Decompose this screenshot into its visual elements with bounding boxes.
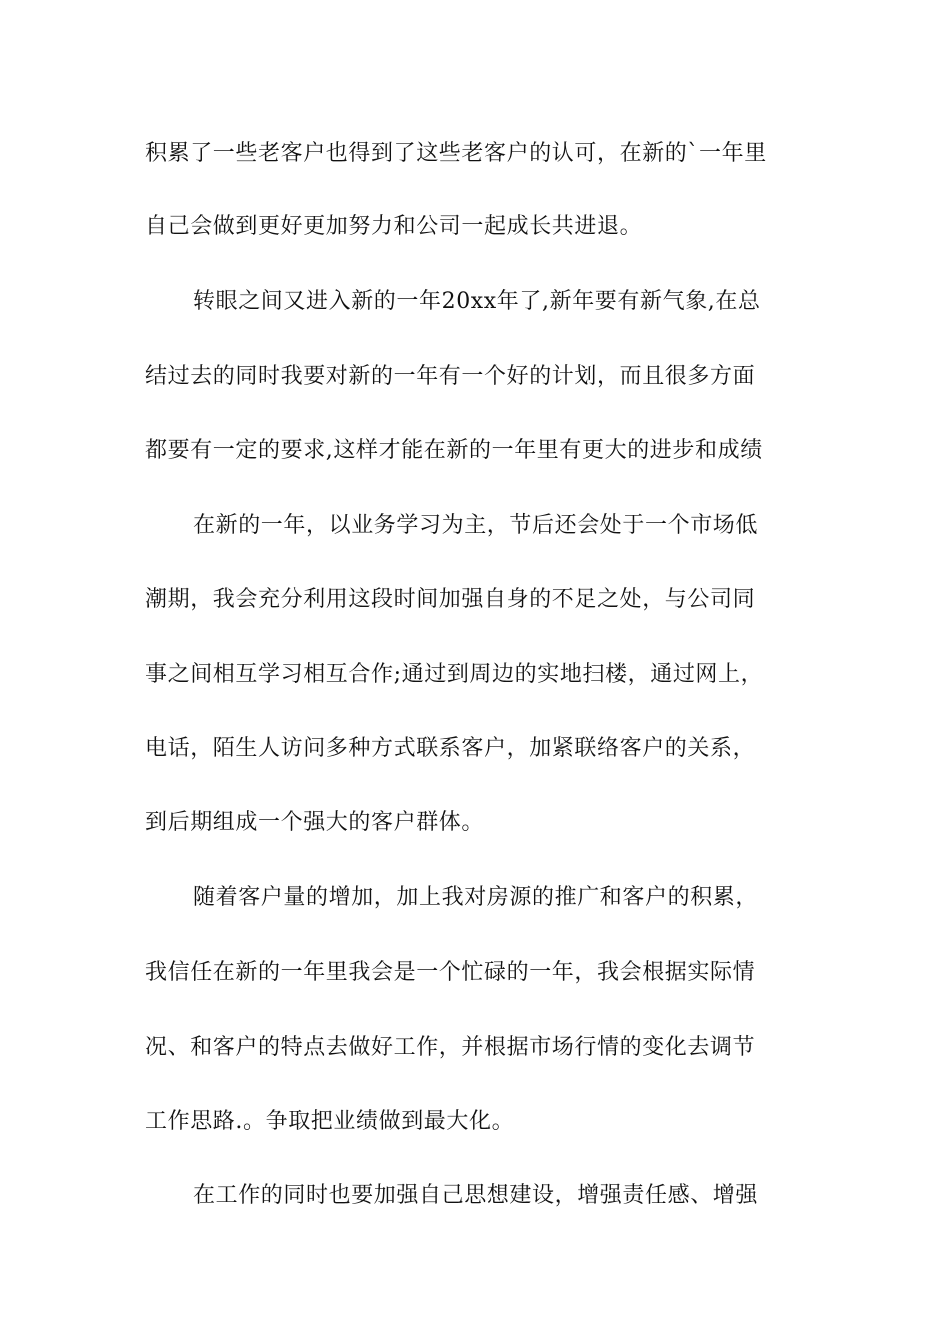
- paragraph-first-line: 在工作的同时也要加强自己思想建设，增强责任感、增强: [193, 1183, 759, 1208]
- text-line: 电话，陌生人访问多种方式联系客户，加紧联络客户的关系，: [145, 736, 756, 761]
- text-line: 况、和客户的特点去做好工作，并根据市场行情的变化去调节: [145, 1035, 756, 1060]
- text-line: 结过去的同时我要对新的一年有一个好的计划，而且很多方面: [145, 364, 756, 389]
- text-line: 到后期组成一个强大的客户群体。: [145, 810, 485, 835]
- paragraph-first-line: 转眼之间又进入新的一年20xx年了,新年要有新气象,在总: [193, 289, 761, 314]
- text-line: 我信任在新的一年里我会是一个忙碌的一年，我会根据实际情: [145, 960, 756, 985]
- text-line: 积累了一些老客户也得到了这些老客户的认可，在新的`一年里: [145, 141, 767, 166]
- text-line: 事之间相互学习相互合作;通过到周边的实地扫楼，通过网上，: [145, 662, 764, 687]
- paragraph-first-line: 随着客户量的增加，加上我对房源的推广和客户的积累，: [193, 885, 759, 910]
- text-line: 工作思路.。争取把业绩做到最大化。: [145, 1109, 515, 1134]
- text-line: 潮期，我会充分利用这段时间加强自身的不足之处，与公司同: [145, 587, 756, 612]
- paragraph-first-line: 在新的一年，以业务学习为主，节后还会处于一个市场低: [193, 513, 759, 538]
- text-line: 自己会做到更好更加努力和公司一起成长共进退。: [145, 214, 643, 239]
- text-line: 都要有一定的要求,这样才能在新的一年里有更大的进步和成绩: [145, 438, 763, 463]
